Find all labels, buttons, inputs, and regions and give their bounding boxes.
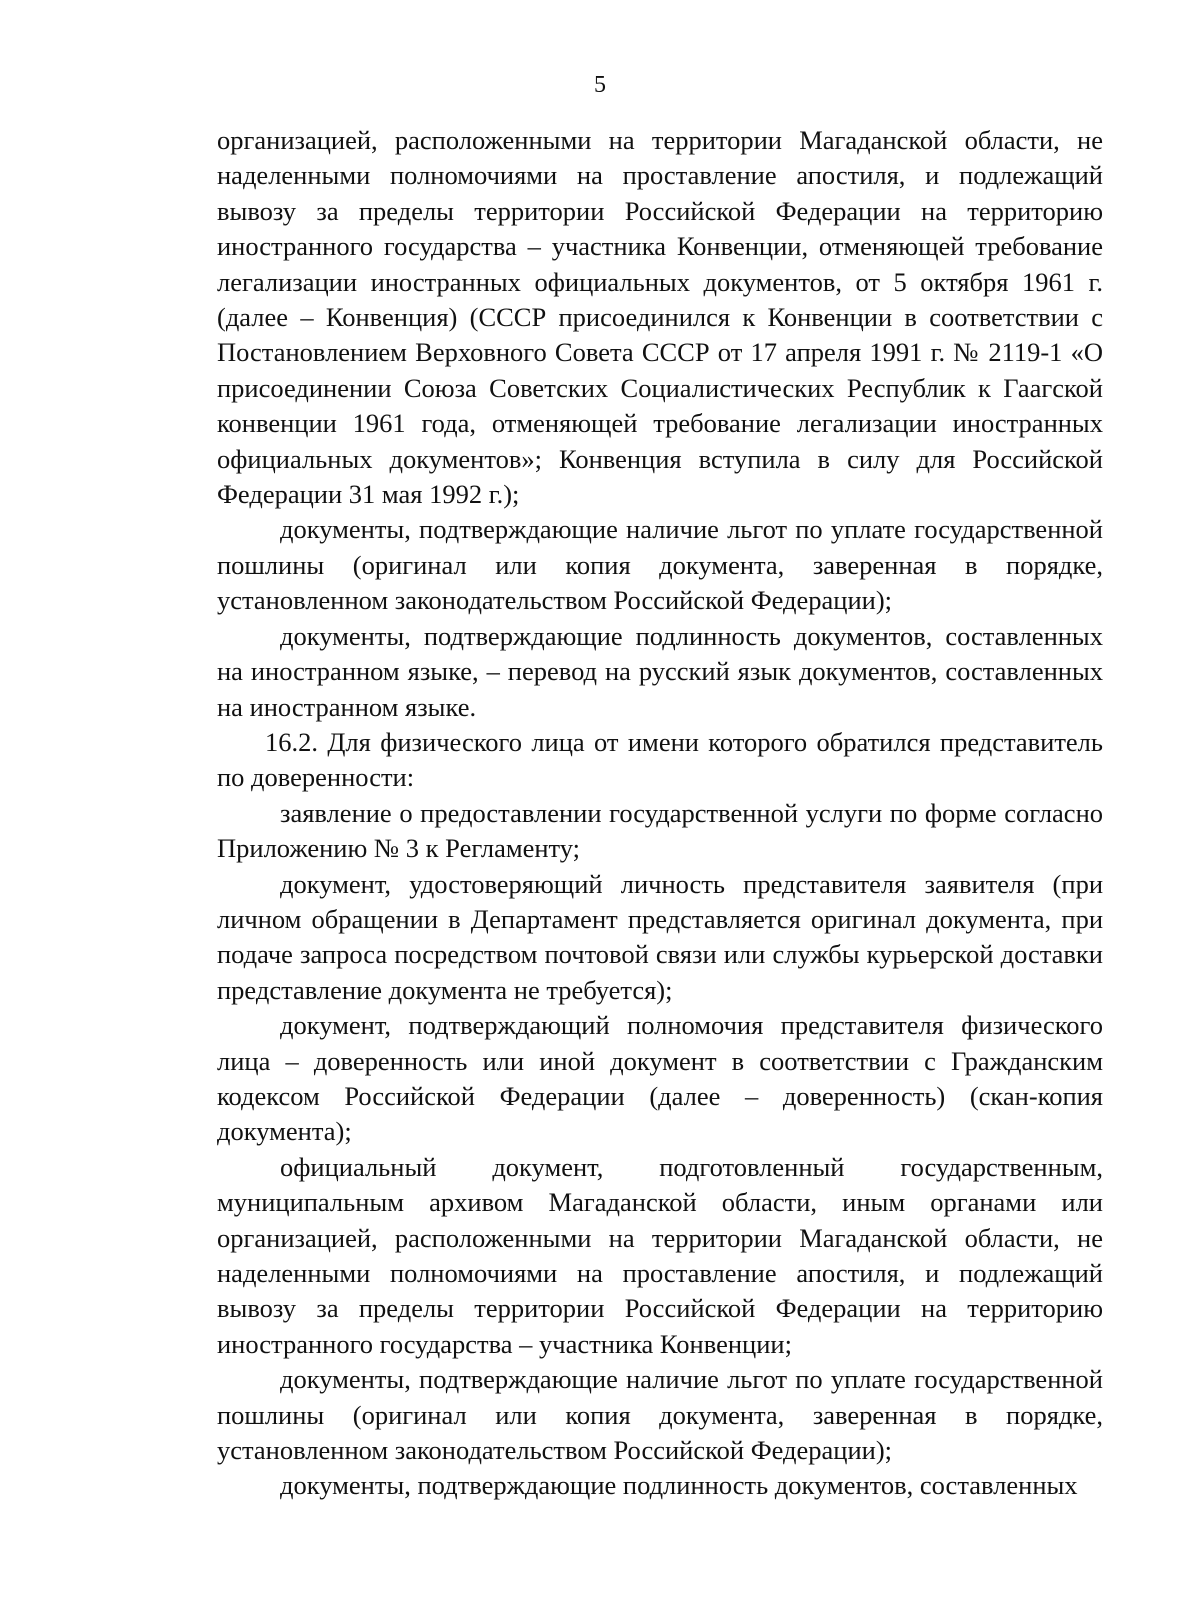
paragraph-authenticity-documents: документы, подтверждающие подлинность документов, составленных (280, 1470, 1078, 1501)
document-body (217, 123, 1103, 1504)
section-heading-16-2: 16.2. Для физического лица от имени которого обратился представитель по доверенности: (217, 726, 1103, 793)
page-number: 5 (594, 72, 606, 98)
paragraph-identity-document: документ, удостоверяющий личность представителя заявителя (при личном обращении в Департамент представляется оригинал документа, при подаче запроса посредством почтовой связи или службы курьерской доставки представление документа не требуется); (217, 868, 1103, 1005)
paragraph-foreign-language-documents: документы, подтверждающие подлинность документов, составленных на иностранном языке, – перевод на русский язык документов, составленных на иностранном языке. (217, 620, 1103, 722)
paragraph-continuation: организацией, расположенными на территории Магаданской области, не наделенными полномочиями на проставление апостиля, и подлежащий вывозу за пределы территории Российской Федерации на территорию иностранного государства – участника Конвенции, отменяющей требование легализации иностранных официальных документов, от 5 октября 1961 г. (далее – Конвенция) (СССР присоединился к Конвенции в соответствии с Постановлением Верховного Совета СССР от 17 апреля 1991 г. № 2119-1 «О присоединении Союза Советских Социалистических Республик к Гаагской конвенции 1961 года, отменяющей требование легализации иностранных официальных документов»; Конвенция вступила в силу для Российской Федерации 31 мая 1992 г.); (217, 125, 1103, 510)
paragraph-benefits-documents-2: документы, подтверждающие наличие льгот по уплате государственной пошлины (оригинал или копия документа, заверенная в порядке, установленном законодательством Российской Федерации); (217, 1364, 1103, 1466)
paragraph-official-document: официальный документ, подготовленный государственным, муниципальным архивом Магаданской области, иным органами или организацией, расположенными на территории Магаданской области, не наделенными полномочиями на проставление апостиля, и подлежащий вывозу за пределы территории Российской Федерации на территорию иностранного государства – участника Конвенции; (217, 1151, 1103, 1359)
paragraph-power-of-attorney: документ, подтверждающий полномочия представителя физического лица – доверенность или иной документ в соответствии с Гражданским кодексом Российской Федерации (далее – доверенность) (скан-копия документа); (217, 1010, 1103, 1147)
paragraph-application: заявление о предоставлении государственной услуги по форме согласно Приложению № 3 к Регламенту; (217, 797, 1103, 864)
paragraph-benefits-documents: документы, подтверждающие наличие льгот по уплате государственной пошлины (оригинал или копия документа, заверенная в порядке, установленном законодательством Российской Федерации); (217, 514, 1103, 616)
